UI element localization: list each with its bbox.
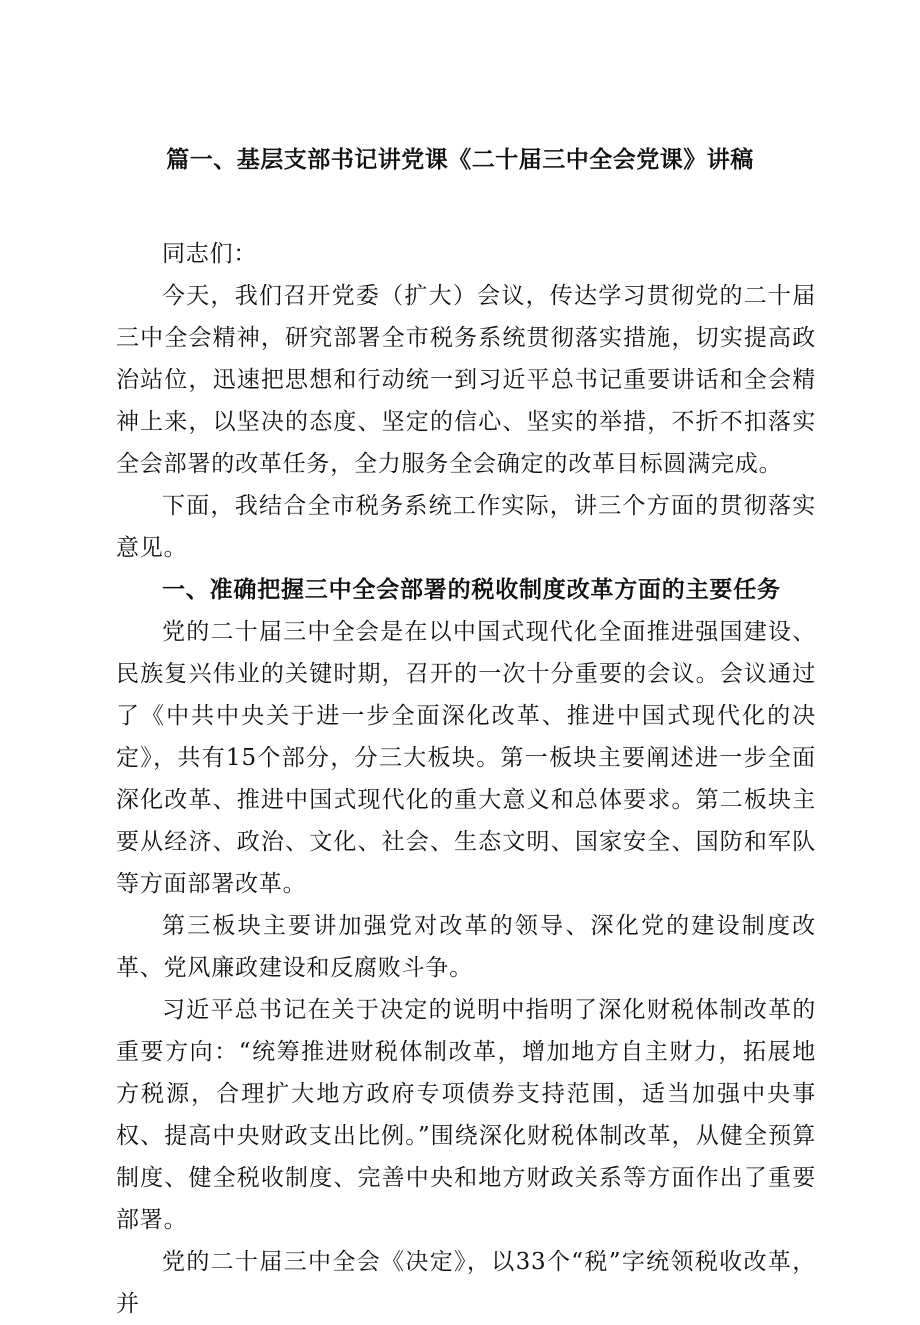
document-body	[116, 233, 816, 1325]
paragraph-plenum: 党的二十届三中全会是在以中国式现代化全面推进强国建设、民族复兴伟业的关键时期，召开的一次十分重要的会议。会议通过了《中共中央关于进一步全面深化改革、推进中国式现代化的决定》，共有15个部分，分三大板块。第一板块主要阐述进一步全面深化改革、推进中国式现代化的重大意义和总体要求。第二板块主要从经济、政治、文化、社会、生态文明、国家安全、国防和军队等方面部署改革。	[116, 619, 816, 897]
paragraph-intro: 今天，我们召开党委（扩大）会议，传达学习贯彻党的二十届三中全会精神，研究部署全市税务系统贯彻落实措施，切实提高政治站位，迅速把思想和行动统一到习近平总书记重要讲话和全会精神上来，以坚决的态度、坚定的信心、坚实的举措，不折不扣落实全会部署的改革任务，全力服务全会确定的改革目标圆满完成。	[116, 283, 816, 477]
paragraph-outline: 下面，我结合全市税务系统工作实际，讲三个方面的贯彻落实意见。	[116, 493, 816, 561]
paragraph-third-section: 第三板块主要讲加强党对改革的领导、深化党的建设制度改革、党风廉政建设和反腐败斗争。	[116, 913, 816, 981]
paragraph-fiscal-reform: 习近平总书记在关于决定的说明中指明了深化财税体制改革的重要方向：“统筹推进财税体制改革，增加地方自主财力，拓展地方税源，合理扩大地方政府专项债券支持范围，适当加强中央事权、提高中央财政支出比例。”围绕深化财税体制改革，从健全预算制度、健全税收制度、完善中央和地方财政关系等方面作出了重要部署。	[116, 997, 816, 1233]
salutation: 同志们：	[162, 241, 258, 267]
document-title: 篇一、基层支部书记讲党课《二十届三中全会党课》讲稿	[166, 147, 754, 173]
section-heading-1: 一、准确把握三中全会部署的税收制度改革方面的主要任务	[162, 577, 781, 603]
paragraph-tax-reform: 党的二十届三中全会《决定》，以33个“税”字统领税收改革，并	[116, 1249, 816, 1317]
